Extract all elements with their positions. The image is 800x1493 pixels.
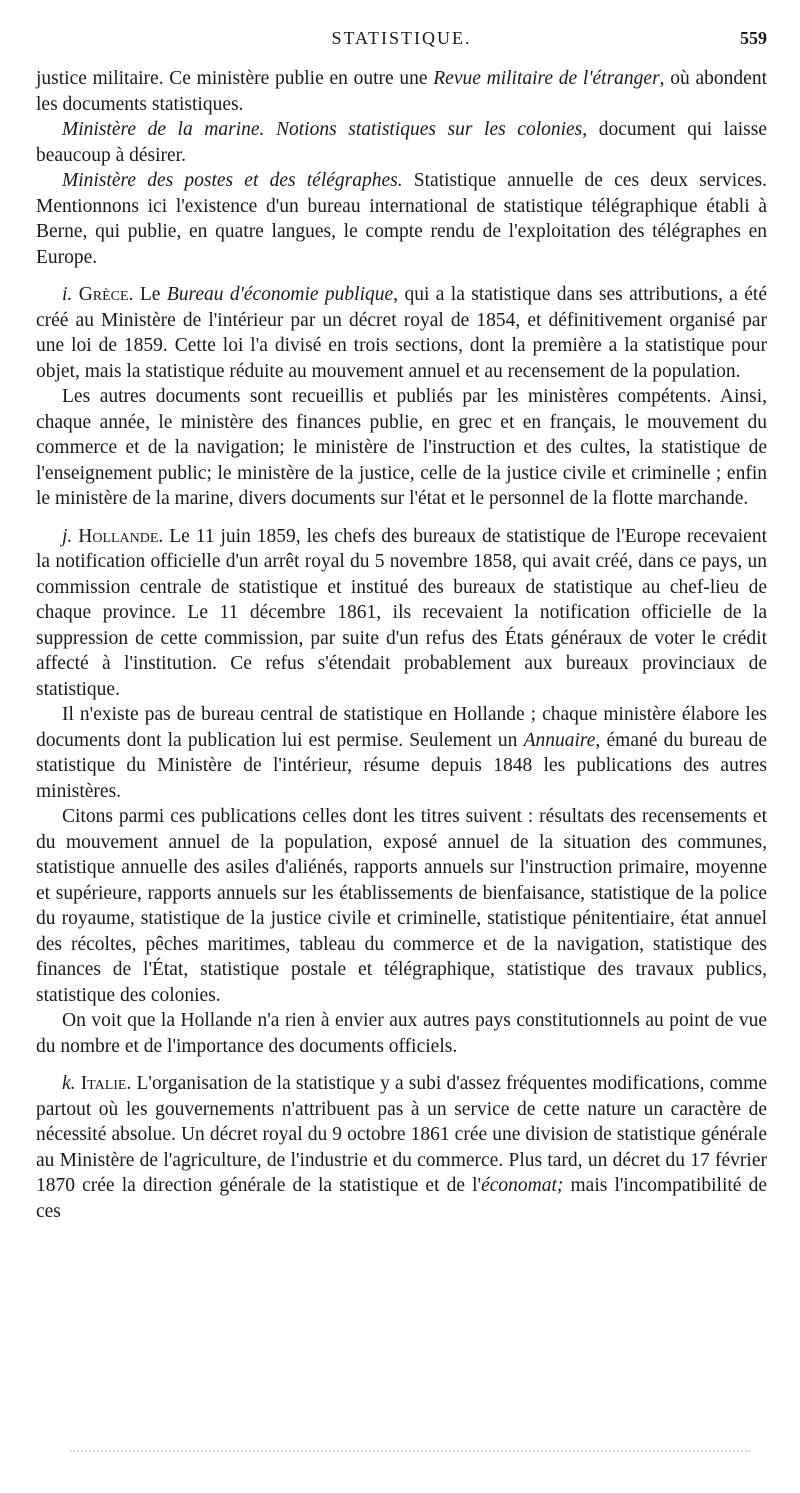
section-country: Hollande. bbox=[78, 525, 164, 547]
section-letter: k. bbox=[62, 1073, 76, 1094]
page-header bbox=[36, 28, 767, 52]
bleed-through-line bbox=[70, 1450, 750, 1454]
paragraph-holland-no-bureau: Il n'existe pas de bureau central de statistique en Hollande ; chaque ministère élabore les documents dont la publication lui est permise. Seulement un Annuaire, émané du bureau de statistique du Ministère de l'intérieur, résume depuis 1848 les publications des autres ministères. bbox=[36, 704, 767, 802]
section-letter: j. bbox=[62, 525, 73, 547]
paragraph-holland-conclusion: On voit que la Hollande n'a rien à envier aux autres pays constitutionnels au point de vue du nombre et de l'importance des documents officiels. bbox=[36, 1010, 767, 1057]
running-title: STATISTIQUE. bbox=[331, 28, 472, 48]
paragraph-holland-publications: Citons parmi ces publications celles dont les titres suivent : résultats des recensements et du mouvement annuel de la population, exposé annuel de la situation des communes, statistique annuelle des asiles d'aliénés, rapports annuels sur l'instruction primaire, moyenne et supérieure, rapports annuels sur les établissements de bienfaisance, statistique de la police du royaume, statistique de la justice civile et criminelle, statistique pénitentiaire, état annuel des récoltes, pêches maritimes, tableau du commerce et de la navigation, statistique des finances de l'État, statistique postale et télégraphique, statistique des travaux publics, statistique des colonies. bbox=[36, 806, 767, 1006]
paragraph-greece-documents: Les autres documents sont recueillis et publiés par les ministères compétents. Ainsi, chaque année, le ministère des finances publie, en grec et en français, le mouvement du commerce et de la navigation; le ministère de l'instruction et des cultes, la statistique de l'enseignement public; le ministère de la justice, celle de la justice civile et criminelle ; enfin le ministère de la marine, divers documents sur l'état et le personnel de la flotte marchande. bbox=[36, 386, 767, 509]
body-text bbox=[36, 66, 767, 1224]
section-letter: i. bbox=[62, 284, 73, 305]
page-number: 559 bbox=[740, 28, 767, 48]
book-page bbox=[36, 28, 767, 1224]
paragraph-navy-ministry: Ministère de la marine. Notions statistiques sur les colonies, document qui laisse beaucoup à désirer. bbox=[36, 119, 768, 166]
section-greece: i. Grèce. Le Bureau d'économie publique, qui a la statistique dans ses attributions, a été créé au Ministère de l'intérieur par un décret royal de 1854, et définitivement organisé par une loi de 1859. Cette loi l'a divisé en trois sections, dont la première a la statistique pour objet, mais la statistique réduite au mouvement annuel et au recensement de la population. bbox=[36, 284, 767, 382]
section-italy: k. Italie. L'organisation de la statistique y a subi d'assez fréquentes modifications, comme partout où les gouvernements n'attribuent pas à un service de cette nature un caractère de nécessité absolue. Un décret royal du 9 octobre 1861 crée une division de statistique générale au Ministère de l'agriculture, de l'industrie et du commerce. Plus tard, un décret du 17 février 1870 crée la direction générale de la statistique et de l'économat; mais l'incompatibilité de ces bbox=[36, 1073, 767, 1222]
paragraph-posts-ministry: Ministère des postes et des télégraphes. Statistique annuelle de ces deux services. Mentionnons ici l'existence d'un bureau international de statistique télégraphique établi à Berne, qui publie, en quatre langues, le compte rendu de l'exploitation des télégraphes en Europe. bbox=[36, 170, 767, 268]
section-country: Grèce. bbox=[78, 284, 134, 305]
section-country: Italie. bbox=[80, 1073, 132, 1094]
paragraph-war-ministry-cont: justice militaire. Ce ministère publie en outre une Revue militaire de l'étranger, où abondent les documents statistiques. bbox=[36, 68, 767, 115]
section-holland: j. Hollande. Le 11 juin 1859, les chefs des bureaux de statistique de l'Europe recevaient la notification officielle d'un arrêt royal du 5 novembre 1858, qui avait créé, dans ce pays, un commission centrale de statistique et institué des bureaux de statistique au chef-lieu de chaque province. Le 11 décembre 1861, ils recevaient la notification officielle de la suppression de cette commission, par suite d'un refus des États généraux de voter le crédit affecté à l'institution. Ce refus s'étendait probablement aux bureaux provinciaux de statistique. bbox=[36, 525, 768, 700]
publication-title: Revue militaire de l'étranger bbox=[433, 68, 660, 89]
